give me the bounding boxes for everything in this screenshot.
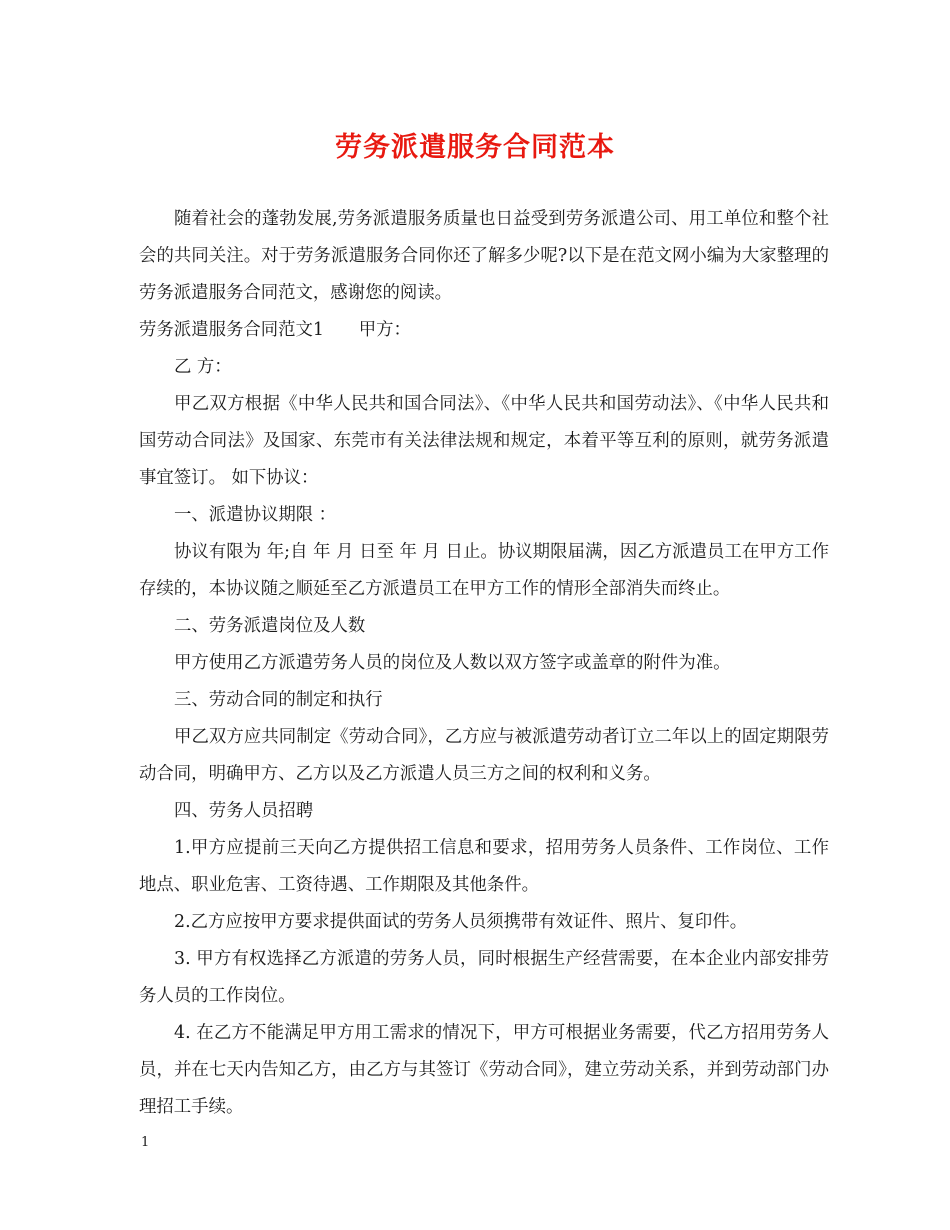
section-paragraph: 甲方使用乙方派遣劳务人员的岗位及人数以双方签字或盖章的附件为准。 bbox=[174, 653, 731, 673]
section-paragraph: 甲乙双方应共同制定《劳动合同》，乙方应与被派遣劳动者订立二年以上的固定期限劳动合同，明确甲方、乙方以及乙方派遣人员三方之间的权利和义务。 bbox=[139, 727, 829, 784]
document-body bbox=[139, 201, 829, 1126]
page-number: 1 bbox=[141, 1135, 150, 1150]
section-heading: 三、劳动合同的制定和执行 bbox=[174, 690, 383, 710]
section-paragraph: 协议有限为 年;自 年 月 日至 年 月 日止。协议期限届满，因乙方派遣员工在甲方工作存续的，本协议随之顺延至乙方派遣员工在甲方工作的情形全部消失而终止。 bbox=[139, 542, 829, 599]
numbered-clause: 2.乙方应按甲方要求提供面试的劳务人员须携带有效证件、照片、复印件。 bbox=[174, 912, 748, 932]
party-b-line: 乙 方： bbox=[174, 357, 232, 377]
numbered-clause: 1.甲方应提前三天向乙方提供招工信息和要求，招用劳务人员条件、工作岗位、工作地点、职业危害、工资待遇、工作期限及其他条件。 bbox=[139, 838, 829, 895]
numbered-clause: 4. 在乙方不能满足甲方用工需求的情况下，甲方可根据业务需要，代乙方招用劳务人员，并在七天内告知乙方，由乙方与其签订《劳动合同》，建立劳动关系，并到劳动部门办理招工手续。 bbox=[139, 1023, 829, 1117]
document-title: 劳务派遣服务合同范本 bbox=[335, 132, 615, 163]
preamble-paragraph: 甲乙双方根据《中华人民共和国合同法》、《中华人民共和国劳动法》、《中华人民共和国劳动合同法》及国家、东莞市有关法律法规和规定，本着平等互利的原则，就劳务派遣事宜签订。 如下协议： bbox=[139, 394, 829, 488]
numbered-clause: 3. 甲方有权选择乙方派遣的劳务人员，同时根据生产经营需要，在本企业内部安排劳务人员的工作岗位。 bbox=[139, 949, 829, 1006]
section-heading: 一、派遣协议期限 ： bbox=[174, 505, 337, 525]
section-heading: 四、劳务人员招聘 bbox=[174, 801, 314, 821]
intro-paragraph: 随着社会的蓬勃发展,劳务派遣服务质量也日益受到劳务派遣公司、用工单位和整个社会的共同关注。对于劳务派遣服务合同你还了解多少呢?以下是在范文网小编为大家整理的劳务派遣服务合同范文，感谢您的阅读。 bbox=[139, 209, 829, 303]
sample-heading-party-a: 劳务派遣服务合同范文1 甲方： bbox=[139, 320, 411, 340]
section-heading: 二、劳务派遣岗位及人数 bbox=[174, 616, 366, 636]
